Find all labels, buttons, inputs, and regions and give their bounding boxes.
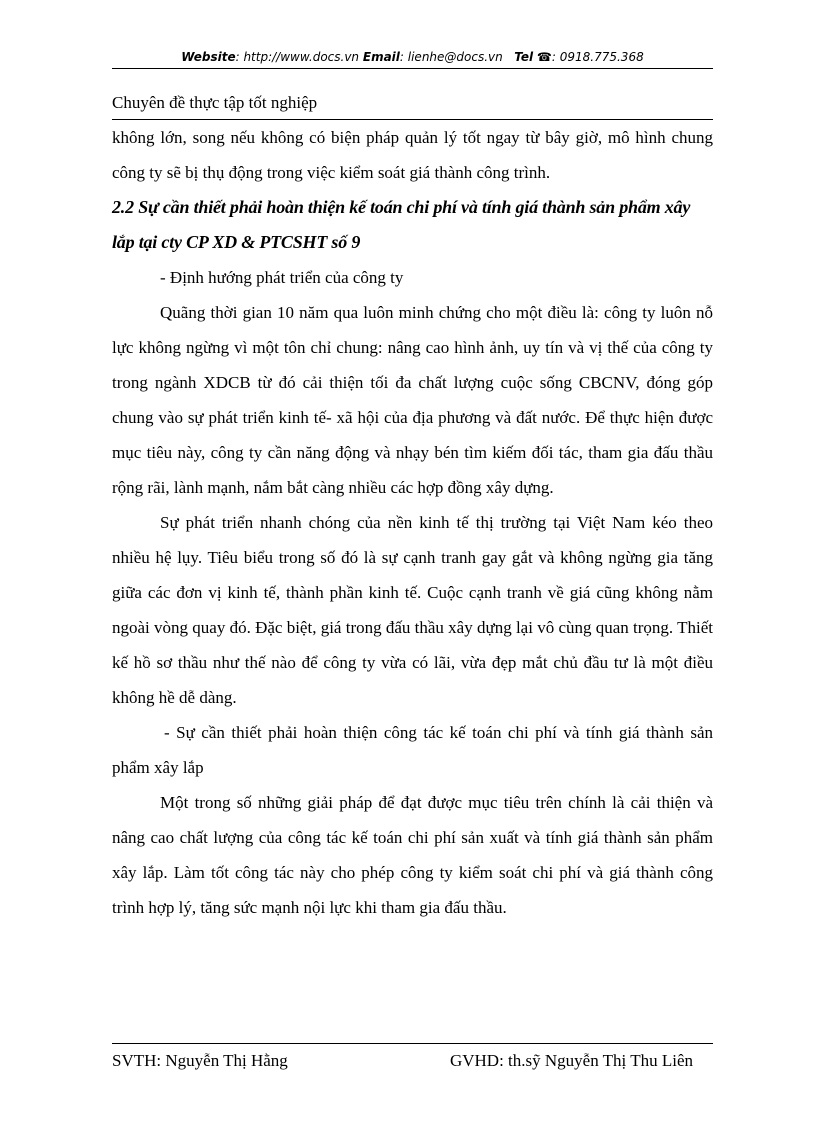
email-value: : lienhe@docs.vn: [399, 50, 503, 64]
paragraph-continuation: không lớn, song nếu không có biện pháp quản lý tốt ngay từ bây giờ, mô hình chung công ty sẽ bị thụ động trong việc kiểm soát giá thành công trình.: [112, 128, 713, 182]
advisor-name: GVHD: th.sỹ Nguyễn Thị Thu Liên: [449, 1051, 693, 1070]
header-divider: [112, 68, 713, 69]
phone-icon: ☎: [536, 50, 552, 64]
bullet-necessity: - Sự cần thiết phải hoàn thiện công tác kế toán chi phí và tính giá thành sản phẩm xây lắp: [112, 723, 713, 777]
paragraph-orientation: Quãng thời gian 10 năm qua luôn minh chứng cho một điều là: công ty luôn nỗ lực không ngừng vì một tôn chỉ chung: nâng cao hình ảnh, uy tín và vị thế của công ty trong ngành XDCB từ đó cải thiện tối đa chất lượng cuộc sống CBCNV, đóng góp chung vào sự phát triển kinh tế- xã hội của địa phương và đất nước. Để thực hiện được mục tiêu này, công ty cần năng động và nhạy bén tìm kiếm đối tác, tham gia đấu thầu rộng rãi, lành mạnh, nắm bắt càng nhiều các hợp đồng xây dựng.: [112, 303, 713, 497]
section-heading: 2.2 Sự cần thiết phải hoàn thiện kế toán chi phí và tính giá thành sản phẩm xây lắp tại cty CP XD & PTCSHT số 9: [112, 197, 691, 252]
tel-label: Tel: [514, 50, 534, 64]
website-value: : http://www.docs.vn: [235, 50, 360, 64]
student-name: SVTH: Nguyễn Thị Hằng: [112, 1051, 288, 1070]
document-title: Chuyên đề thực tập tốt nghiệp: [112, 93, 318, 112]
website-label: Website: [181, 50, 236, 64]
tel-value: : 0918.775.368: [551, 50, 644, 64]
email-label: Email: [362, 50, 400, 64]
page-header: [112, 50, 713, 70]
bullet-orientation: - Định hướng phát triển của công ty: [160, 268, 404, 287]
footer-divider: [112, 1043, 713, 1044]
paragraph-solution: Một trong số những giải pháp để đạt được mục tiêu trên chính là cải thiện và nâng cao chất lượng của công tác kế toán chi phí sản xuất và tính giá thành sản phẩm xây lắp. Làm tốt công tác này cho phép công ty kiểm soát chi phí và giá thành công trình hợp lý, tăng sức mạnh nội lực khi tham gia đấu thầu.: [112, 793, 713, 917]
paragraph-competition: Sự phát triển nhanh chóng của nền kinh tế thị trường tại Việt Nam kéo theo nhiều hệ lụy. Tiêu biểu trong số đó là sự cạnh tranh gay gắt và không ngừng gia tăng giữa các đơn vị kinh tế, thành phần kinh tế. Cuộc cạnh tranh về giá cũng không nằm ngoài vòng quay đó. Đặc biệt, giá trong đấu thầu xây dựng lại vô cùng quan trọng. Thiết kế hồ sơ thầu như thế nào để công ty vừa có lãi, vừa đẹp mắt chủ đầu tư là một điều không hề dễ dàng.: [112, 513, 713, 707]
document-body: [112, 120, 713, 925]
